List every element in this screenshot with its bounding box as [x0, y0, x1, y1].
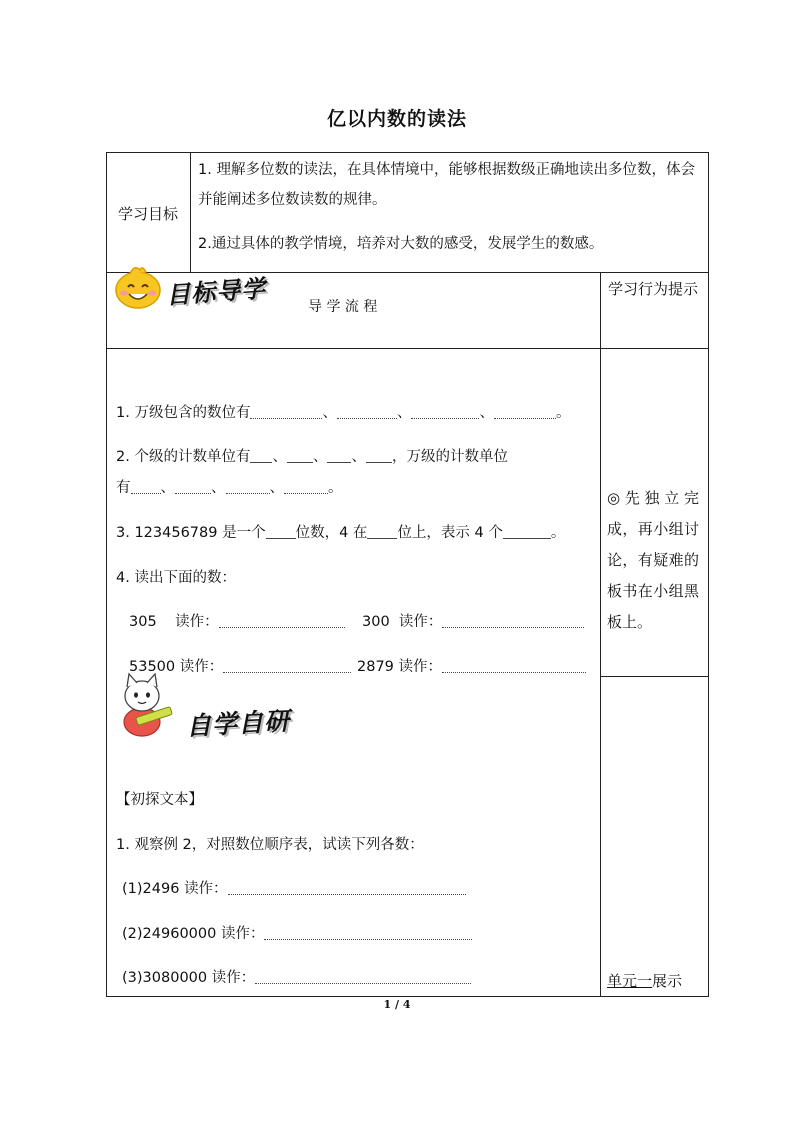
answer-blank[interactable] [250, 404, 322, 419]
answer-blank[interactable] [503, 524, 551, 539]
question-1 [116, 401, 570, 422]
separator: 、 [312, 449, 328, 465]
separator: 、 [322, 405, 337, 421]
answer-blank[interactable] [287, 448, 313, 463]
question-3-text-b: 位数，4 在 [295, 525, 368, 541]
question-2-text: 2. 个级的计数单位有 [116, 449, 251, 465]
read-label: 读作： [398, 614, 443, 630]
answer-blank[interactable] [223, 658, 351, 673]
question-2-continued [116, 476, 343, 497]
separator: 、 [269, 480, 284, 496]
answer-blank[interactable] [337, 404, 397, 419]
read-label: 读作： [211, 970, 256, 986]
table-divider [600, 272, 601, 996]
period: 。 [555, 405, 571, 421]
read-item [357, 655, 586, 676]
exercise-item [122, 966, 471, 987]
exercise-item [122, 922, 472, 943]
table-divider [106, 348, 709, 349]
read-label: 读作： [179, 659, 224, 675]
answer-blank[interactable] [131, 479, 161, 494]
answer-blank[interactable] [226, 479, 270, 494]
objectives-label: 学习目标 [118, 205, 179, 223]
answer-blank[interactable] [264, 925, 472, 940]
answer-blank[interactable] [411, 404, 479, 419]
table-border-left [106, 152, 107, 997]
separator: 、 [396, 405, 412, 421]
read-item [129, 610, 345, 631]
read-label: 读作： [175, 614, 219, 630]
question-2-text-c: 有 [116, 480, 131, 496]
answer-blank[interactable] [494, 404, 556, 419]
period: 。 [328, 480, 343, 496]
answer-blank[interactable] [175, 479, 211, 494]
unit-display-note [607, 970, 682, 991]
table-divider [190, 152, 191, 272]
read-label: 读作： [220, 926, 265, 942]
answer-blank[interactable] [250, 448, 272, 463]
read-item [362, 610, 584, 631]
study-hint: ◎先独立完成，再小组讨论，有疑难的板书在小组黑板上。 [607, 489, 699, 631]
period: 。 [550, 525, 566, 541]
answer-blank[interactable] [228, 880, 466, 895]
answer-blank[interactable] [442, 658, 586, 673]
read-number: 305 [129, 614, 157, 630]
separator: 、 [351, 449, 366, 465]
objective-2: 2.通过具体的教学情境，培养对大数的感受，发展学生的数感。 [198, 236, 604, 252]
read-number: 300 [362, 614, 390, 630]
separator: 、 [211, 480, 226, 496]
separator: 、 [272, 449, 287, 465]
display-label: 展示 [652, 972, 683, 990]
flow-label: 导 学 流 程 [308, 299, 378, 315]
exercise-number: (2)24960000 [122, 926, 217, 942]
answer-blank[interactable] [366, 448, 392, 463]
read-number: 53500 [129, 659, 176, 675]
section-heading: 【初探文本】 [116, 792, 203, 808]
table-border-top [106, 152, 709, 153]
unit-label: 单元一 [607, 972, 653, 990]
exercise-number: (3)3080000 [122, 970, 208, 986]
separator: 、 [160, 480, 175, 496]
question-3 [116, 521, 565, 542]
read-label: 读作： [398, 659, 443, 675]
question-2-text-b: ，万级的计数单位 [391, 449, 508, 465]
smiley-mascot-icon [112, 262, 164, 310]
banner-zixue-ziyan: 自学自研 [185, 706, 291, 741]
question-1-text: 1. 万级包含的数位有 [116, 405, 251, 421]
question-3-text: 3. 123456789 是一个 [116, 525, 266, 541]
question-3-text-c: 位上，表示 4 个 [397, 525, 503, 541]
answer-blank[interactable] [266, 524, 296, 539]
answer-blank[interactable] [367, 524, 397, 539]
question-2 [116, 445, 508, 466]
objective-1: 1. 理解多位数的读法，在具体情境中，能够根据数级正确地读出多位数，体会并能阐述多位数读数的规律。 [198, 162, 695, 208]
table-border-bottom [106, 996, 709, 997]
answer-blank[interactable] [255, 969, 471, 984]
page-title: 亿以内数的读法 [326, 108, 467, 130]
answer-blank[interactable] [327, 448, 351, 463]
answer-blank[interactable] [219, 613, 345, 628]
banner-mubiao-daoxue: 目标导学 [165, 273, 268, 310]
question-4: 4. 读出下面的数： [116, 570, 236, 586]
cartoon-cat-mascot-icon [114, 670, 176, 740]
read-label: 读作： [184, 881, 228, 897]
table-border-right [708, 152, 709, 997]
exercise-item [122, 877, 466, 898]
read-number: 2879 [357, 659, 394, 675]
answer-blank[interactable] [284, 479, 328, 494]
exercise-number: (1)2496 [122, 881, 180, 897]
answer-blank[interactable] [442, 613, 584, 628]
exercise-question-1: 1. 观察例 2，对照数位顺序表，试读下列各数： [116, 837, 424, 853]
separator: 、 [479, 405, 494, 421]
page-number: 1 / 4 [383, 998, 411, 1011]
hint-column-header: 学习行为提示 [607, 280, 698, 298]
table-divider [600, 676, 709, 677]
